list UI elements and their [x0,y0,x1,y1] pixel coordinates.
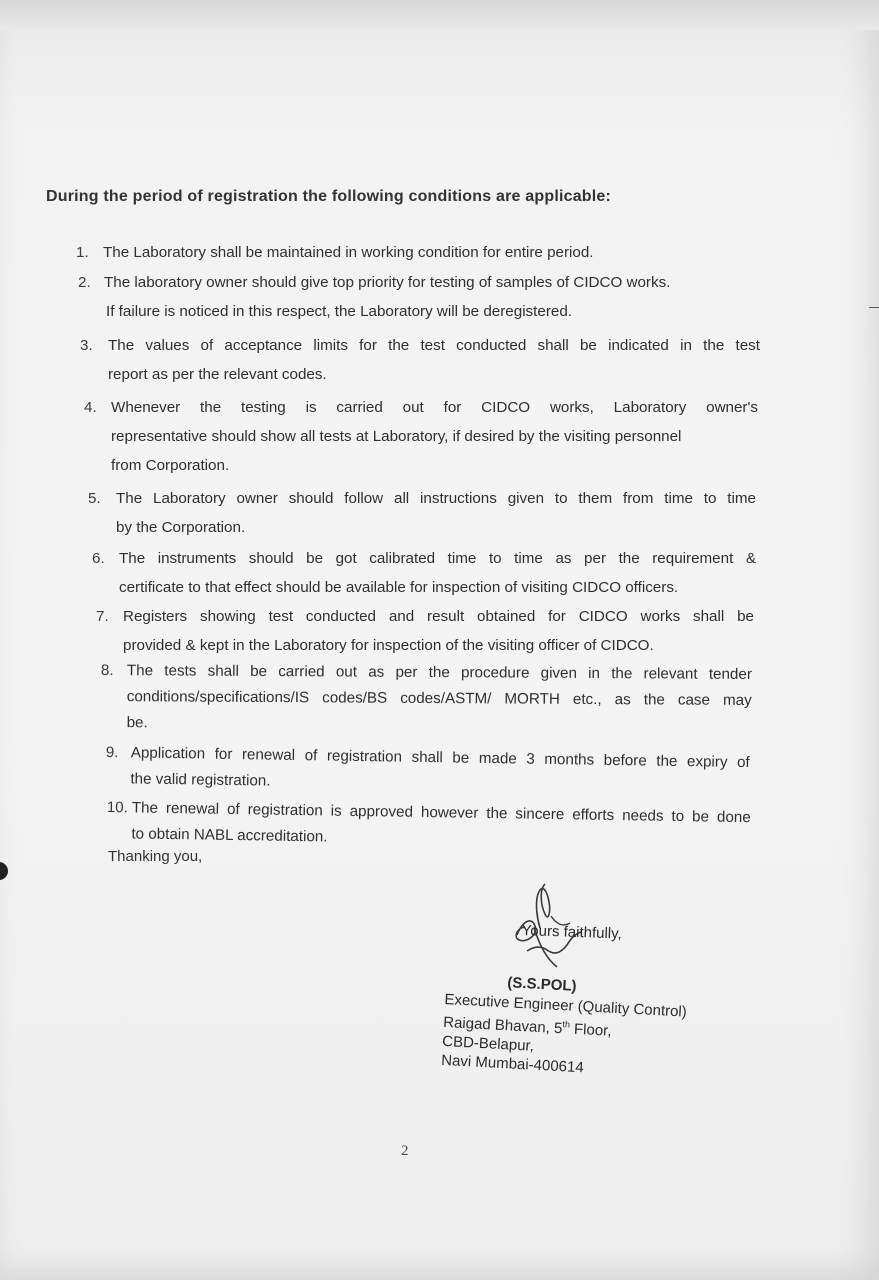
condition-number: 9. [105,743,119,762]
condition-item-3 [80,331,760,389]
condition-text-line: provided & kept in the Laboratory for inspection of the visiting officer of CIDCO. [123,637,654,654]
condition-item-8 [101,658,752,740]
signatory-name: (S.S.POL) [506,974,577,995]
conditions-heading: During the period of registration the following conditions are applicable: [46,188,612,205]
condition-item-9 [105,740,750,802]
address-floor: Floor, [569,1020,612,1040]
scan-edge-mark [0,862,8,880]
closing-text: Thanking you, [108,848,203,865]
condition-number: 1. [76,244,89,261]
signatory-designation: Executive Engineer (Quality Control) [444,990,688,1021]
page-number: 2 [401,1143,409,1159]
condition-number: 7. [96,608,109,625]
condition-text-line: The laboratory owner should give top priority for testing of samples of CIDCO works. [104,274,671,291]
condition-number: 5. [88,490,101,507]
margin-mark [869,307,879,308]
condition-item-10 [106,795,751,857]
condition-text-line: The renewal of registration is approved however the sincere efforts needs to be done [131,799,751,827]
signatory-address-line-3: Navi Mumbai-400614 [440,1051,585,1077]
condition-item-5 [88,484,756,542]
condition-text-line: be. [126,714,148,732]
condition-text-line: Whenever the testing is carried out for CIDCO works, Laboratory owner's [111,399,758,416]
condition-number: 8. [100,661,114,680]
condition-text-line: from Corporation. [111,457,230,474]
condition-text-line: Application for renewal of registration shall be made 3 months before the expiry of [130,744,750,772]
condition-number: 3. [80,337,93,354]
condition-item-1 [76,238,696,267]
signature-block [441,970,689,1083]
condition-text-line: the valid registration. [130,770,271,790]
signoff-text: Yours faithfully, [521,922,623,943]
condition-text-line: The Laboratory shall be maintained in working condition for entire period. [103,244,594,261]
condition-text-line: Registers showing test conducted and result obtained for CIDCO works shall be [123,608,754,625]
floor-suffix: th [562,1019,571,1030]
condition-text-line: certificate to that effect should be available for inspection of visiting CIDCO officers. [119,579,679,596]
condition-text-line: conditions/specifications/IS codes/BS codes/ASTM/ MORTH etc., as the case may [126,688,752,709]
condition-text-line: to obtain NABL accreditation. [131,825,328,846]
condition-text-line: The values of acceptance limits for the test conducted shall be indicated in the test [108,337,760,354]
scan-top-shadow [0,0,879,30]
condition-text-line: report as per the relevant codes. [108,366,327,383]
condition-text-line: The Laboratory owner should follow all instructions given to them from time to time [116,490,756,507]
condition-text-line: representative should show all tests at Laboratory, if desired by the visiting personnel [111,428,682,445]
condition-number: 10. [106,798,129,817]
condition-item-7 [96,602,754,660]
condition-number: 4. [84,399,97,416]
condition-number: 6. [92,550,105,567]
condition-text-line: The tests shall be carried out as per the procedure given in the relevant tender [126,662,752,683]
condition-item-4 [84,393,758,480]
address-building: Raigad Bhavan, 5 [442,1013,563,1038]
condition-text-line: by the Corporation. [116,519,246,536]
signatory-address-line-2: CBD-Belapur, [441,1032,535,1055]
condition-text-line: The instruments should be got calibrated time to time as per the requirement & [119,550,756,567]
condition-item-2 [78,268,760,326]
condition-number: 2. [78,274,91,291]
condition-text-line: If failure is noticed in this respect, the Laboratory will be deregistered. [106,303,572,320]
condition-item-6 [92,544,756,602]
